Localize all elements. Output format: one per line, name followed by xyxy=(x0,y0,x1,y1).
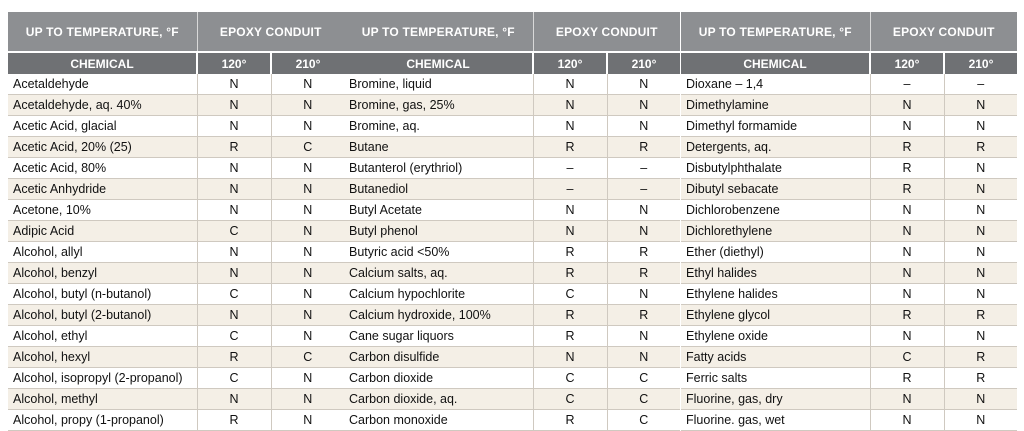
rating-210: N xyxy=(271,326,344,347)
chemical-name: Calcium salts, aq. xyxy=(344,263,533,284)
temperature-header: UP TO TEMPERATURE, °F xyxy=(8,12,197,52)
chemical-name: Detergents, aq. xyxy=(681,137,870,158)
chemical-column-header: CHEMICAL xyxy=(344,52,533,74)
rating-210: N xyxy=(271,74,344,95)
chemical-name: Dioxane – 1,4 xyxy=(681,74,870,95)
table-row xyxy=(8,179,344,200)
chemical-name: Acetaldehyde, aq. 40% xyxy=(8,95,197,116)
rating-120: N xyxy=(533,74,607,95)
header-row xyxy=(8,12,344,52)
table-row xyxy=(344,284,680,305)
table-row xyxy=(681,179,1017,200)
chemical-name: Butanterol (erythriol) xyxy=(344,158,533,179)
rating-210: N xyxy=(944,200,1017,221)
chemical-name: Bromine, gas, 25% xyxy=(344,95,533,116)
rating-210: N xyxy=(271,284,344,305)
rating-210: N xyxy=(271,221,344,242)
chemical-name: Fluorine. gas, wet xyxy=(681,410,870,431)
table-row xyxy=(681,116,1017,137)
chemical-name: Carbon disulfide xyxy=(344,347,533,368)
table-row xyxy=(681,389,1017,410)
table-row xyxy=(681,74,1017,95)
table-row xyxy=(681,326,1017,347)
chemical-name: Alcohol, allyl xyxy=(8,242,197,263)
rating-120: – xyxy=(870,74,944,95)
rating-120: N xyxy=(870,326,944,347)
table-row xyxy=(344,242,680,263)
rating-210: – xyxy=(607,179,680,200)
product-header: EPOXY CONDUIT xyxy=(197,12,344,52)
chemical-name: Acetic Anhydride xyxy=(8,179,197,200)
rating-210: N xyxy=(271,389,344,410)
chemical-name: Cane sugar liquors xyxy=(344,326,533,347)
table-row xyxy=(8,284,344,305)
chemical-resistance-table-3 xyxy=(681,12,1017,431)
table-row xyxy=(681,263,1017,284)
rating-210: C xyxy=(607,368,680,389)
product-header: EPOXY CONDUIT xyxy=(533,12,680,52)
rating-210: N xyxy=(271,158,344,179)
rating-120: N xyxy=(870,410,944,431)
table-row xyxy=(344,389,680,410)
chemical-name: Acetic Acid, glacial xyxy=(8,116,197,137)
rating-210: N xyxy=(271,179,344,200)
rating-210: N xyxy=(944,263,1017,284)
rating-210: N xyxy=(607,95,680,116)
table-row xyxy=(8,200,344,221)
chemical-name: Butyric acid <50% xyxy=(344,242,533,263)
chemical-name: Alcohol, hexyl xyxy=(8,347,197,368)
chemical-name: Calcium hydroxide, 100% xyxy=(344,305,533,326)
rating-120: C xyxy=(197,368,271,389)
rating-120: R xyxy=(870,137,944,158)
rating-120: N xyxy=(870,284,944,305)
rating-210: N xyxy=(607,200,680,221)
chemical-name: Dimethyl formamide xyxy=(681,116,870,137)
rating-120: N xyxy=(197,116,271,137)
rating-120: N xyxy=(533,116,607,137)
rating-210: N xyxy=(944,389,1017,410)
rating-120: N xyxy=(533,221,607,242)
table-row xyxy=(681,284,1017,305)
chemical-name: Alcohol, propy (1-propanol) xyxy=(8,410,197,431)
temperature-header: UP TO TEMPERATURE, °F xyxy=(681,12,870,52)
rating-210: R xyxy=(607,242,680,263)
rating-120: N xyxy=(870,116,944,137)
chemical-name: Ethylene oxide xyxy=(681,326,870,347)
chemical-resistance-table-2 xyxy=(344,12,680,431)
table-row xyxy=(344,137,680,158)
subheader-row xyxy=(681,52,1017,74)
chemical-name: Fatty acids xyxy=(681,347,870,368)
table-row xyxy=(8,242,344,263)
rating-120: N xyxy=(870,200,944,221)
rating-210: R xyxy=(944,368,1017,389)
chemical-resistance-table-1 xyxy=(8,12,344,431)
chemical-name: Dibutyl sebacate xyxy=(681,179,870,200)
rating-120: N xyxy=(197,305,271,326)
chemical-name: Butyl phenol xyxy=(344,221,533,242)
table-row xyxy=(8,95,344,116)
chemical-name: Dichlorobenzene xyxy=(681,200,870,221)
rating-210: N xyxy=(271,242,344,263)
temp-210-column-header: 210° xyxy=(944,52,1017,74)
table-row xyxy=(681,410,1017,431)
table-row xyxy=(344,116,680,137)
table-row xyxy=(344,179,680,200)
table-row xyxy=(344,347,680,368)
table-row xyxy=(681,221,1017,242)
chemical-name: Alcohol, methyl xyxy=(8,389,197,410)
rating-120: R xyxy=(870,368,944,389)
rating-210: N xyxy=(607,74,680,95)
chemical-name: Butanediol xyxy=(344,179,533,200)
chemical-name: Acetaldehyde xyxy=(8,74,197,95)
chemical-name: Alcohol, butyl (2-butanol) xyxy=(8,305,197,326)
table-row xyxy=(8,368,344,389)
rating-120: – xyxy=(533,158,607,179)
rating-210: N xyxy=(271,263,344,284)
chemical-name: Ethylene halides xyxy=(681,284,870,305)
rating-120: N xyxy=(197,242,271,263)
rating-120: C xyxy=(197,221,271,242)
chemical-name: Acetic Acid, 20% (25) xyxy=(8,137,197,158)
temp-210-column-header: 210° xyxy=(607,52,680,74)
rating-120: R xyxy=(533,137,607,158)
rating-120: C xyxy=(533,389,607,410)
rating-120: N xyxy=(197,95,271,116)
table-row xyxy=(344,305,680,326)
rating-210: N xyxy=(271,200,344,221)
rating-210: N xyxy=(607,116,680,137)
temp-120-column-header: 120° xyxy=(533,52,607,74)
chemical-name: Carbon dioxide, aq. xyxy=(344,389,533,410)
rating-120: N xyxy=(533,200,607,221)
table-row xyxy=(681,368,1017,389)
rating-120: N xyxy=(870,242,944,263)
rating-210: C xyxy=(607,389,680,410)
rating-210: N xyxy=(944,326,1017,347)
table-row xyxy=(8,263,344,284)
product-header: EPOXY CONDUIT xyxy=(870,12,1017,52)
rating-120: R xyxy=(197,410,271,431)
chemical-name: Disbutylphthalate xyxy=(681,158,870,179)
rating-120: R xyxy=(197,347,271,368)
rating-210: R xyxy=(607,305,680,326)
rating-210: N xyxy=(944,410,1017,431)
rating-120: N xyxy=(533,95,607,116)
rating-120: R xyxy=(533,410,607,431)
rating-210: R xyxy=(944,137,1017,158)
rating-210: N xyxy=(944,158,1017,179)
rating-120: N xyxy=(197,179,271,200)
chemical-name: Ethylene glycol xyxy=(681,305,870,326)
chemical-name: Ether (diethyl) xyxy=(681,242,870,263)
rating-210: C xyxy=(607,410,680,431)
rating-120: R xyxy=(870,305,944,326)
chemical-name: Calcium hypochlorite xyxy=(344,284,533,305)
rating-120: R xyxy=(533,263,607,284)
table-row xyxy=(8,305,344,326)
rating-120: R xyxy=(533,305,607,326)
chemical-name: Fluorine, gas, dry xyxy=(681,389,870,410)
rating-120: N xyxy=(870,263,944,284)
rating-210: – xyxy=(944,74,1017,95)
table-row xyxy=(344,74,680,95)
chemical-name: Alcohol, ethyl xyxy=(8,326,197,347)
table-row xyxy=(8,410,344,431)
table-row xyxy=(8,137,344,158)
chemical-name: Butyl Acetate xyxy=(344,200,533,221)
header-row xyxy=(344,12,680,52)
chemical-name: Ethyl halides xyxy=(681,263,870,284)
rating-210: R xyxy=(944,347,1017,368)
rating-210: – xyxy=(607,158,680,179)
rating-210: R xyxy=(944,305,1017,326)
rating-120: N xyxy=(870,95,944,116)
rating-120: N xyxy=(870,221,944,242)
temp-120-column-header: 120° xyxy=(870,52,944,74)
table-row xyxy=(344,368,680,389)
rating-120: C xyxy=(197,326,271,347)
rating-210: N xyxy=(271,116,344,137)
chemical-name: Carbon dioxide xyxy=(344,368,533,389)
rating-120: R xyxy=(533,326,607,347)
table-row xyxy=(8,158,344,179)
table-row xyxy=(681,305,1017,326)
rating-120: C xyxy=(533,368,607,389)
chemical-column-header: CHEMICAL xyxy=(8,52,197,74)
chemical-column-header: CHEMICAL xyxy=(681,52,870,74)
rating-210: N xyxy=(271,410,344,431)
table-row xyxy=(344,200,680,221)
chemical-name: Adipic Acid xyxy=(8,221,197,242)
table-row xyxy=(344,326,680,347)
table-row xyxy=(344,221,680,242)
rating-210: N xyxy=(944,284,1017,305)
table-row xyxy=(344,158,680,179)
table-row xyxy=(8,347,344,368)
chemical-name: Acetone, 10% xyxy=(8,200,197,221)
rating-120: R xyxy=(870,158,944,179)
rating-210: N xyxy=(271,95,344,116)
chemical-name: Acetic Acid, 80% xyxy=(8,158,197,179)
chemical-name: Bromine, liquid xyxy=(344,74,533,95)
rating-120: N xyxy=(533,347,607,368)
table-row xyxy=(8,116,344,137)
rating-210: N xyxy=(271,368,344,389)
chemical-name: Carbon monoxide xyxy=(344,410,533,431)
rating-210: N xyxy=(607,284,680,305)
table-row xyxy=(681,347,1017,368)
rating-210: N xyxy=(607,347,680,368)
chemical-name: Alcohol, isopropyl (2-propanol) xyxy=(8,368,197,389)
rating-120: N xyxy=(197,74,271,95)
chemical-name: Ferric salts xyxy=(681,368,870,389)
rating-120: N xyxy=(197,200,271,221)
table-row xyxy=(8,221,344,242)
chemical-name: Dichlorethylene xyxy=(681,221,870,242)
rating-210: C xyxy=(271,137,344,158)
chemical-name: Butane xyxy=(344,137,533,158)
rating-120: R xyxy=(197,137,271,158)
rating-210: N xyxy=(944,179,1017,200)
temp-210-column-header: 210° xyxy=(271,52,344,74)
subheader-row xyxy=(344,52,680,74)
table-row xyxy=(344,263,680,284)
rating-210: R xyxy=(607,263,680,284)
table-row xyxy=(8,326,344,347)
rating-120: R xyxy=(533,242,607,263)
rating-210: N xyxy=(944,242,1017,263)
table-row xyxy=(681,242,1017,263)
rating-210: R xyxy=(607,137,680,158)
table-row xyxy=(8,389,344,410)
rating-120: R xyxy=(870,179,944,200)
table-row xyxy=(681,200,1017,221)
table-row xyxy=(344,95,680,116)
chemical-name: Alcohol, butyl (n-butanol) xyxy=(8,284,197,305)
rating-210: C xyxy=(271,347,344,368)
chemical-name: Alcohol, benzyl xyxy=(8,263,197,284)
rating-210: N xyxy=(944,116,1017,137)
chemical-name: Dimethylamine xyxy=(681,95,870,116)
table-row xyxy=(681,95,1017,116)
rating-210: N xyxy=(944,221,1017,242)
rating-120: N xyxy=(197,263,271,284)
rating-120: N xyxy=(197,389,271,410)
rating-210: N xyxy=(944,95,1017,116)
rating-120: N xyxy=(197,158,271,179)
subheader-row xyxy=(8,52,344,74)
rating-120: C xyxy=(197,284,271,305)
table-row xyxy=(344,410,680,431)
rating-210: N xyxy=(607,221,680,242)
temperature-header: UP TO TEMPERATURE, °F xyxy=(344,12,533,52)
chemical-name: Bromine, aq. xyxy=(344,116,533,137)
temp-120-column-header: 120° xyxy=(197,52,271,74)
table-row xyxy=(681,137,1017,158)
rating-120: – xyxy=(533,179,607,200)
rating-120: C xyxy=(533,284,607,305)
table-row xyxy=(681,158,1017,179)
rating-210: N xyxy=(607,326,680,347)
header-row xyxy=(681,12,1017,52)
rating-120: N xyxy=(870,389,944,410)
table-row xyxy=(8,74,344,95)
rating-120: C xyxy=(870,347,944,368)
rating-210: N xyxy=(271,305,344,326)
